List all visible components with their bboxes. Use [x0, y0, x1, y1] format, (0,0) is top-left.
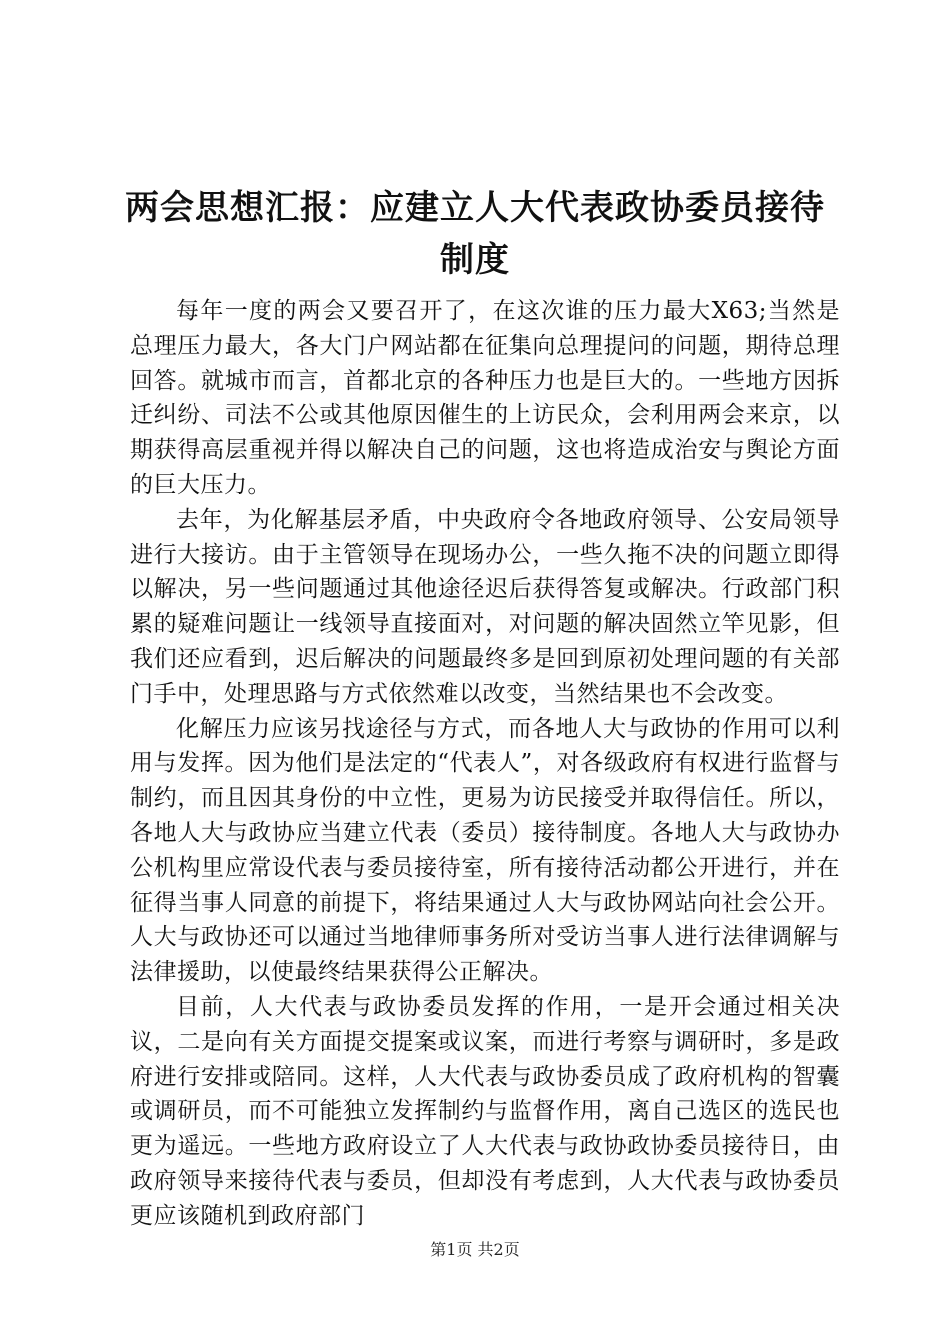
- paragraph: 目前，人大代表与政协委员发挥的作用，一是开会通过相关决议，二是向有关方面提交提案或议案，而进行考察与调研时，多是政府进行安排或陪同。这样，人大代表与政协委员成了政府机构的智囊或调研员，而不可能独立发挥制约与监督作用，离自己选区的选民也更为遥远。一些地方政府设立了人大代表与政协政协委员接待日，由政府领导来接待代表与委员，但却没有考虑到，人大代表与政协委员更应该随机到政府部门: [130, 993, 840, 1229]
- document-title: 两会思想汇报：应建立人大代表政协委员接待制度: [125, 188, 825, 280]
- paragraph: 去年，为化解基层矛盾，中央政府令各地政府领导、公安局领导进行大接访。由于主管领导在现场办公，一些久拖不决的问题立即得以解决，另一些问题通过其他途径迟后获得答复或解决。行政部门积累的疑难问题让一线领导直接面对，对问题的解决固然立竿见影，但我们还应看到，迟后解决的问题最终多是回到原初处理问题的有关部门手中，处理思路与方式依然难以改变，当然结果也不会改变。: [130, 506, 840, 707]
- document-body: [130, 294, 840, 1234]
- paragraph: 化解压力应该另找途径与方式，而各地人大与政协的作用可以利用与发挥。因为他们是法定的“代表人”，对各级政府有权进行监督与制约，而且因其身份的中立性，更易为访民接受并取得信任。所以，各地人大与政协应当建立代表（委员）接待制度。各地人大与政协办公机构里应常设代表与委员接待室，所有接待活动都公开进行，并在征得当事人同意的前提下，将结果通过人大与政协网站向社会公开。人大与政协还可以通过当地律师事务所对受访当事人进行法律调解与法律援助，以使最终结果获得公正解决。: [130, 715, 840, 986]
- paragraph: 每年一度的两会又要召开了，在这次谁的压力最大X63;当然是总理压力最大，各大门户网站都在征集向总理提问的问题，期待总理回答。就城市而言，首都北京的各种压力也是巨大的。一些地方因拆迁纠纷、司法不公或其他原因催生的上访民众，会利用两会来京，以期获得高层重视并得以解决自己的问题，这也将造成治安与舆论方面的巨大压力。: [130, 298, 840, 498]
- page-number-footer: 第1页 共2页: [430, 1240, 520, 1259]
